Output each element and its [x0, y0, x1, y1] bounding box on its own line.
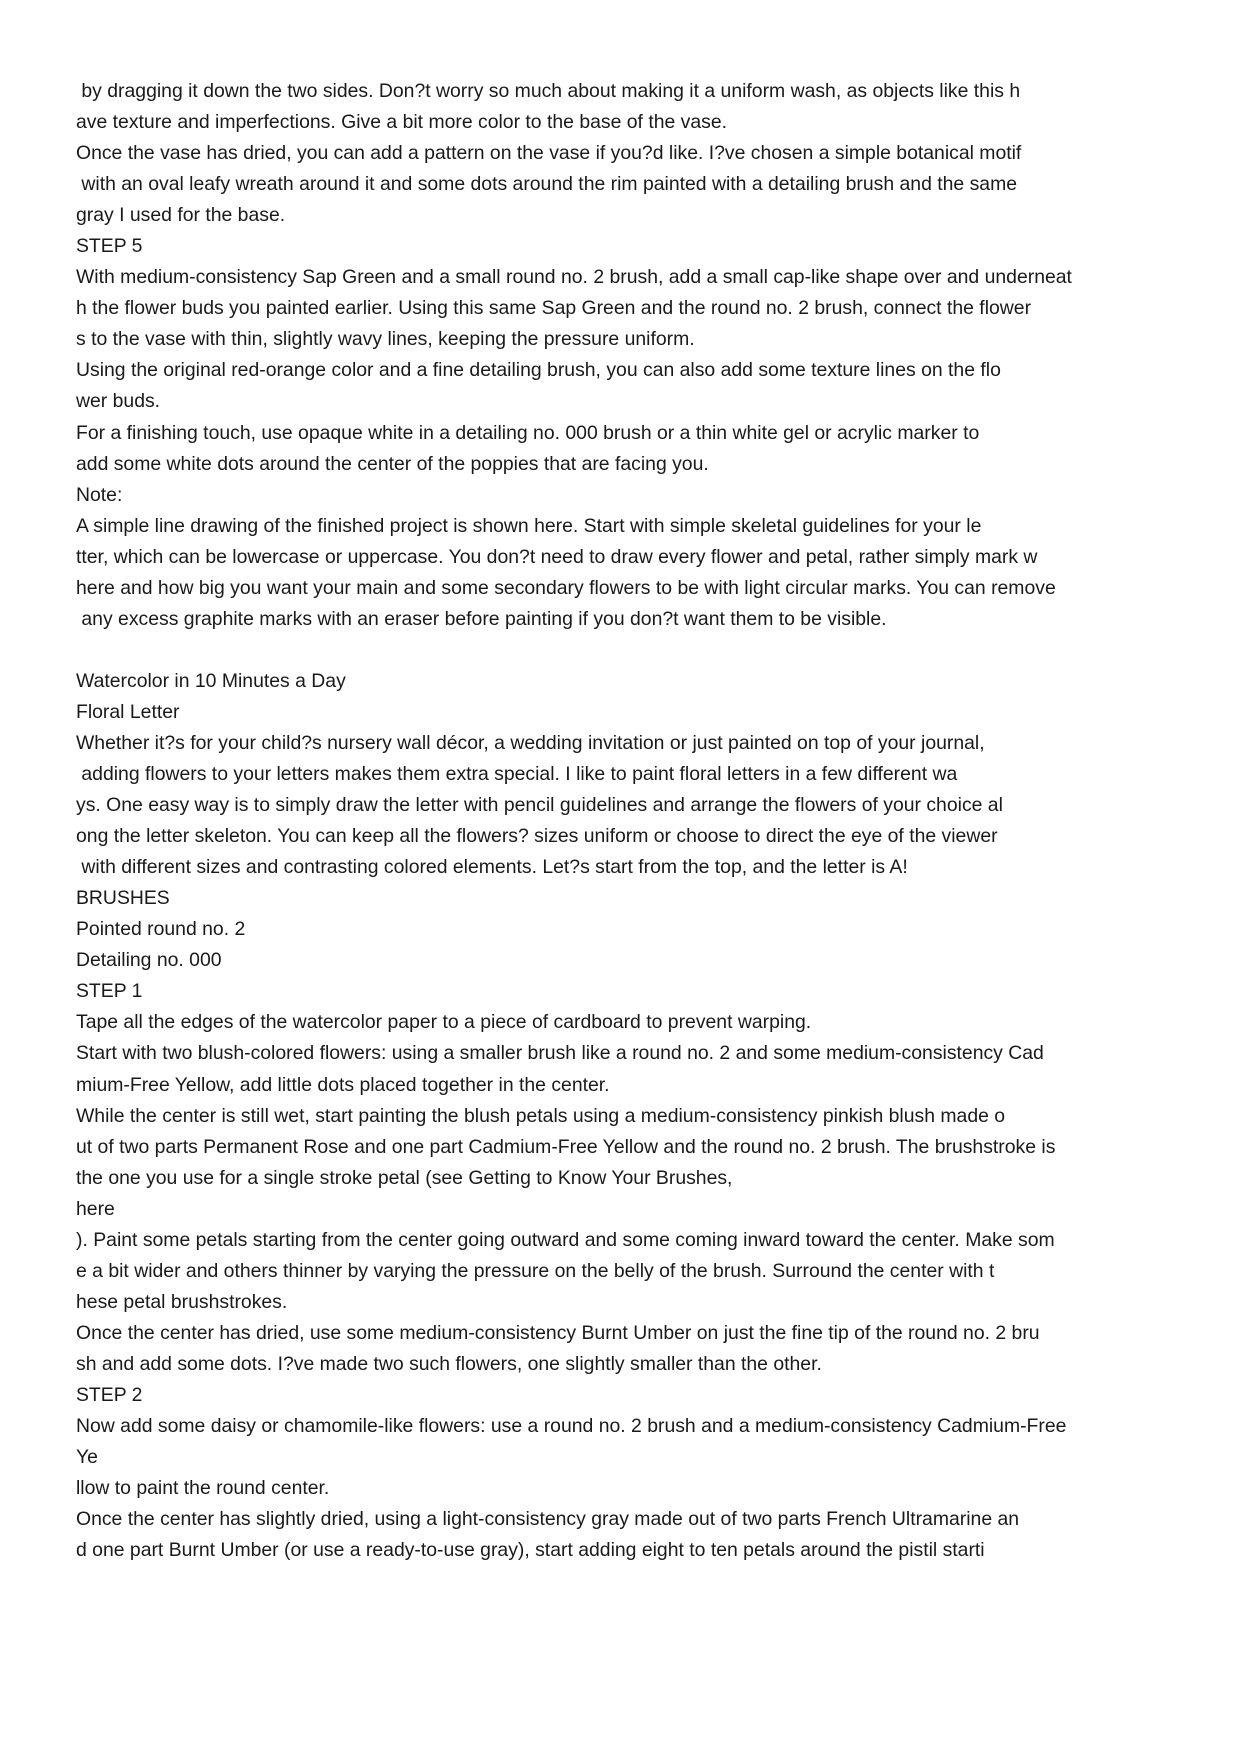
text-line: Once the vase has dried, you can add a pattern on the vase if you?d like. I?ve chosen a simple botanical motif — [76, 142, 1022, 165]
text-line: For a finishing touch, use opaque white in a detailing no. 000 brush or a thin white gel or acrylic marker to — [76, 421, 980, 444]
text-line: While the center is still wet, start painting the blush petals using a medium-consistency pinkish blush made o — [76, 1104, 1006, 1127]
text-line: ut of two parts Permanent Rose and one part Cadmium-Free Yellow and the round no. 2 brush. The brushstroke is — [76, 1135, 1056, 1158]
text-line: with different sizes and contrasting colored elements. Let?s start from the top, and the letter is A! — [76, 856, 908, 879]
text-line: any excess graphite marks with an eraser before painting if you don?t want them to be visible. — [76, 607, 887, 630]
text-line: ). Paint some petals starting from the center going outward and some coming inward toward the center. Make som — [76, 1228, 1055, 1251]
text-line: Ye — [76, 1446, 98, 1469]
text-line: adding flowers to your letters makes them extra special. I like to paint floral letters in a few different wa — [76, 763, 958, 786]
text-line: e a bit wider and others thinner by varying the pressure on the belly of the brush. Surround the center with t — [76, 1259, 995, 1282]
text-line: here and how big you want your main and some secondary flowers to be with light circular marks. You can remove — [76, 576, 1056, 599]
text-line: ong the letter skeleton. You can keep all the flowers? sizes uniform or choose to direct the eye of the viewer — [76, 825, 998, 848]
text-line: Using the original red-orange color and a fine detailing brush, you can also add some texture lines on the flo — [76, 359, 1001, 382]
text-line: Once the center has slightly dried, using a light-consistency gray made out of two parts French Ultramarine an — [76, 1508, 1020, 1531]
text-line: d one part Burnt Umber (or use a ready-to-use gray), start adding eight to ten petals around the pistil starti — [76, 1539, 985, 1562]
text-line: wer buds. — [76, 390, 161, 413]
text-line: Once the center has dried, use some medium-consistency Burnt Umber on just the fine tip of the round no. 2 bru — [76, 1321, 1040, 1344]
text-line: with an oval leafy wreath around it and some dots around the rim painted with a detailing brush and the same — [76, 173, 1018, 196]
text-line: Floral Letter — [76, 700, 180, 723]
text-line: Whether it?s for your child?s nursery wall décor, a wedding invitation or just painted on top of your journal, — [76, 731, 985, 754]
text-line: Start with two blush-colored flowers: using a smaller brush like a round no. 2 and some medium-consistency Cad — [76, 1042, 1044, 1065]
text-line: Watercolor in 10 Minutes a Day — [76, 669, 346, 692]
text-line: tter, which can be lowercase or uppercase. You don?t need to draw every flower and petal, rather simply mark w — [76, 545, 1038, 568]
text-line: mium-Free Yellow, add little dots placed together in the center. — [76, 1073, 610, 1096]
text-line: STEP 1 — [76, 980, 143, 1003]
text-line: llow to paint the round center. — [76, 1477, 330, 1500]
text-line: With medium-consistency Sap Green and a small round no. 2 brush, add a small cap-like shape over and underneat — [76, 266, 1072, 289]
text-line: the one you use for a single stroke petal (see Getting to Know Your Brushes, — [76, 1166, 733, 1189]
text-line: STEP 2 — [76, 1383, 143, 1406]
text-line: here — [76, 1197, 115, 1220]
text-line: h the flower buds you painted earlier. Using this same Sap Green and the round no. 2 brush, connect the flower — [76, 297, 1032, 320]
text-line: Now add some daisy or chamomile-like flowers: use a round no. 2 brush and a medium-consistency Cadmium-Free — [76, 1415, 1067, 1438]
document-body — [76, 76, 1196, 1566]
text-line: by dragging it down the two sides. Don?t worry so much about making it a uniform wash, as objects like this h — [76, 80, 1021, 102]
text-line: hese petal brushstrokes. — [76, 1290, 288, 1313]
text-line: Tape all the edges of the watercolor paper to a piece of cardboard to prevent warping. — [76, 1011, 812, 1034]
text-line: Detailing no. 000 — [76, 949, 222, 972]
text-line: A simple line drawing of the finished project is shown here. Start with simple skeletal guidelines for your le — [76, 514, 982, 537]
text-line: gray I used for the base. — [76, 204, 286, 227]
text-line: ys. One easy way is to simply draw the letter with pencil guidelines and arrange the flowers of your choice al — [76, 794, 1003, 817]
text-line: Pointed round no. 2 — [76, 918, 246, 941]
text-line: s to the vase with thin, slightly wavy lines, keeping the pressure uniform. — [76, 328, 695, 351]
text-line: STEP 5 — [76, 235, 143, 258]
text-line: add some white dots around the center of the poppies that are facing you. — [76, 452, 709, 475]
text-line: BRUSHES — [76, 887, 170, 910]
text-line — [76, 635, 1196, 666]
text-line: ave texture and imperfections. Give a bit more color to the base of the vase. — [76, 111, 728, 134]
text-line: sh and add some dots. I?ve made two such flowers, one slightly smaller than the other. — [76, 1352, 822, 1375]
text-line: Note: — [76, 483, 123, 506]
